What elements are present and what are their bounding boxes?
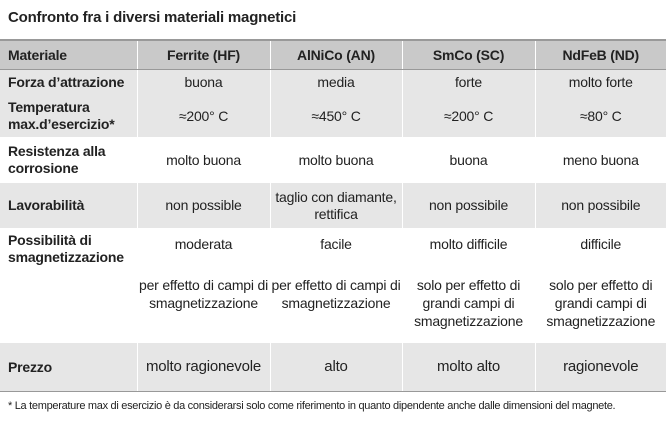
cell-note: solo per effetto di grandi campi di smagnetizzazione [414,277,523,329]
table-cell: molto forte [535,70,666,96]
table-row-forza [0,70,666,96]
table-cell: ≈80° C [535,95,666,137]
header-alnico: AlNiCo (AN) [270,40,402,70]
table-cell: alto [270,343,402,391]
table-row-corrosione [0,137,666,183]
row-label-line1: Temperatura [8,99,90,115]
header-row [0,40,666,70]
page-title: Confronto fra i diversi materiali magnetici [8,9,297,26]
row-label: Lavorabilità [0,183,137,228]
table-row-lavorabilita [0,183,666,228]
table-cell: ≈450° C [270,95,402,137]
cell-value: facile [320,236,352,252]
row-label-line2: max.d’esercizio* [8,116,115,132]
table-cell: molto alto [402,343,535,391]
header-materiale: Materiale [0,40,137,70]
cell-note: per effetto di campi di smagnetizzazione [139,277,268,311]
table-cell: forte [402,70,535,96]
header-ndfeb: NdFeB (ND) [535,40,666,70]
table-cell: taglio con diamante, rettifica [270,183,402,228]
cell-note: solo per effetto di grandi campi di smagnetizzazione [546,277,656,329]
table-cell: ragionevole [535,343,666,391]
table-cell [137,228,270,343]
header-ferrite: Ferrite (HF) [137,40,270,70]
table-cell: non possible [137,183,270,228]
table-row-temperatura [0,95,666,137]
table-cell [535,228,666,343]
table-cell: non possibile [535,183,666,228]
footnote: * La temperature max di esercizio è da considerarsi solo come riferimento in quanto dipendente anche dalle dimensioni del magnete. [8,400,616,412]
table-cell [270,228,402,343]
row-label [0,137,137,183]
row-label-line2: corrosione [8,160,79,176]
comparison-table [0,39,666,391]
table-cell [402,228,535,343]
table-cell: media [270,70,402,96]
table-cell: buona [137,70,270,96]
row-label-line1: Resistenza alla [8,143,106,159]
table-cell: buona [402,137,535,183]
table-cell: molto buona [270,137,402,183]
table-cell: ≈200° C [137,95,270,137]
table-cell: molto ragionevole [137,343,270,391]
row-label-line2: smagnetizzazione [8,249,124,265]
row-label [0,228,137,343]
footnote-divider [0,391,666,392]
table-cell: ≈200° C [402,95,535,137]
cell-note: per effetto di campi di smagnetizzazione [271,277,401,311]
cell-value: difficile [580,236,622,252]
table-cell: meno buona [535,137,666,183]
table-row-prezzo [0,343,666,391]
table-cell: molto buona [137,137,270,183]
table-row-smagnetizzazione [0,228,666,343]
row-label: Prezzo [0,343,137,391]
row-label: Forza d’attrazione [0,70,137,96]
row-label [0,95,137,137]
table-cell: non possibile [402,183,535,228]
header-smco: SmCo (SC) [402,40,535,70]
row-label-line1: Possibilità di [8,232,92,248]
cell-value: molto difficile [429,236,508,252]
cell-value: moderata [174,236,233,252]
